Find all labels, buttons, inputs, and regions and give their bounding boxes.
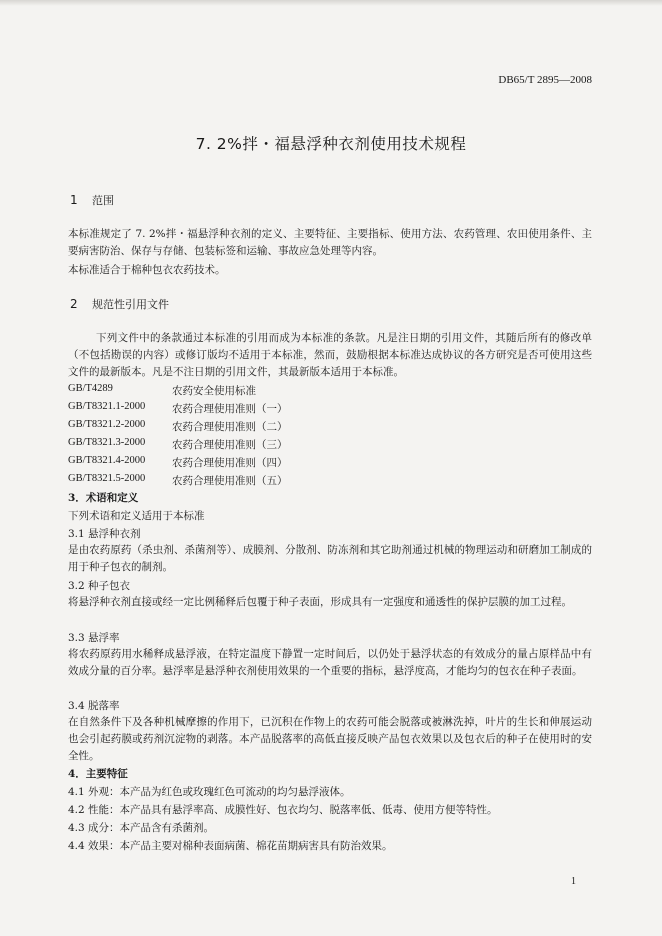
reference-code: GB/T8321.1-2000	[68, 401, 146, 412]
feature-item: 4.4 效果：本产品主要对棉种表面病菌、棉花苗期病害具有防治效果。	[68, 840, 393, 852]
term-3-2-label: 3.2 种子包衣	[68, 580, 131, 592]
section-2-number: 2	[70, 297, 78, 311]
reference-title: 农药合理使用准则（二）	[172, 421, 288, 433]
term-3-1-label: 3.1 悬浮种衣剂	[68, 528, 141, 540]
reference-title: 农药合理使用准则（四）	[172, 457, 288, 469]
standard-code: DB65/T 2895—2008	[498, 74, 592, 86]
reference-title: 农药合理使用准则（一）	[172, 403, 288, 415]
section-3-intro: 下列术语和定义适用于本标准	[68, 510, 205, 522]
section-1-heading	[70, 192, 114, 208]
section-2-intro: 下列文件中的条款通过本标准的引用而成为本标准的条款。凡是注日期的引用文件，其随后所有的修改单（不包括勘误的内容）或修订版均不适用于本标准，然而，鼓励根据本标准达成协议的各方研究是否可使用这些文件的最新版本。凡是不注日期的引用文件，其最新版本适用于本标准。	[68, 332, 592, 378]
feature-item: 4.2 性能：本产品具有悬浮率高、成膜性好、包衣均匀、脱落率低、低毒、使用方便等特性。	[68, 804, 498, 816]
reference-code: GB/T4289	[68, 383, 113, 394]
reference-code: GB/T8321.4-2000	[68, 455, 146, 466]
section-3-heading: 3．术语和定义	[68, 492, 139, 504]
section-4-heading: 4．主要特征	[68, 768, 128, 780]
section-2-heading	[70, 296, 169, 312]
reference-code: GB/T8321.5-2000	[68, 473, 146, 484]
section-1-paragraph-1: 本标准规定了 7. 2%拌・福悬浮种衣剂的定义、主要特征、主要指标、使用方法、农药管理、农田使用条件、主要病害防治、保存与存储、包装标签和运输、事故应急处理等内容。	[68, 228, 592, 257]
scan-edge	[0, 0, 662, 6]
reference-title: 农药合理使用准则（三）	[172, 439, 288, 451]
reference-title: 农药合理使用准则（五）	[172, 475, 288, 487]
term-3-2-definition: 将悬浮种衣剂直接或经一定比例稀释后包覆于种子表面，形成具有一定强度和通透性的保护层膜的加工过程。	[68, 596, 572, 608]
section-1-title: 范围	[92, 194, 114, 207]
term-3-3-label: 3.3 悬浮率	[68, 632, 120, 644]
page-number: 1	[571, 876, 576, 887]
section-1-number: 1	[70, 193, 78, 207]
document-title: 7. 2%拌・福悬浮种衣剂使用技术规程	[195, 135, 467, 153]
term-3-1-definition: 是由农药原药（杀虫剂、杀菌剂等）、成膜剂、分散剂、防冻剂和其它助剂通过机械的物理运动和研磨加工制成的用于种子包衣的制剂。	[68, 544, 592, 573]
term-3-3-definition: 将农药原药用水稀释成悬浮液，在特定温度下静置一定时间后，以仍处于悬浮状态的有效成分的量占原样品中有效成分量的百分率。悬浮率是悬浮种衣剂使用效果的一个重要的指标，悬浮度高，才能均匀的包衣在种子表面。	[68, 648, 592, 677]
section-1-paragraph-2: 本标准适合于棉种包衣农药技术。	[68, 264, 226, 276]
feature-item: 4.1 外观：本产品为红色或玫瑰红色可流动的均匀悬浮液体。	[68, 786, 351, 798]
feature-item: 4.3 成分：本产品含有杀菌剂。	[68, 822, 215, 834]
reference-code: GB/T8321.3-2000	[68, 437, 146, 448]
reference-title: 农药安全使用标准	[172, 385, 256, 397]
term-3-4-definition: 在自然条件下及各种机械摩擦的作用下，已沉积在作物上的农药可能会脱落或被淋洗掉，叶片的生长和伸展运动也会引起药膜或药剂沉淀物的剥落。本产品脱落率的高低直接反映产品包衣效果以及包衣后的种子在使用时的安全性。	[68, 716, 592, 762]
reference-code: GB/T8321.2-2000	[68, 419, 146, 430]
term-3-4-label: 3.4 脱落率	[68, 700, 120, 712]
section-2-title: 规范性引用文件	[92, 298, 169, 311]
